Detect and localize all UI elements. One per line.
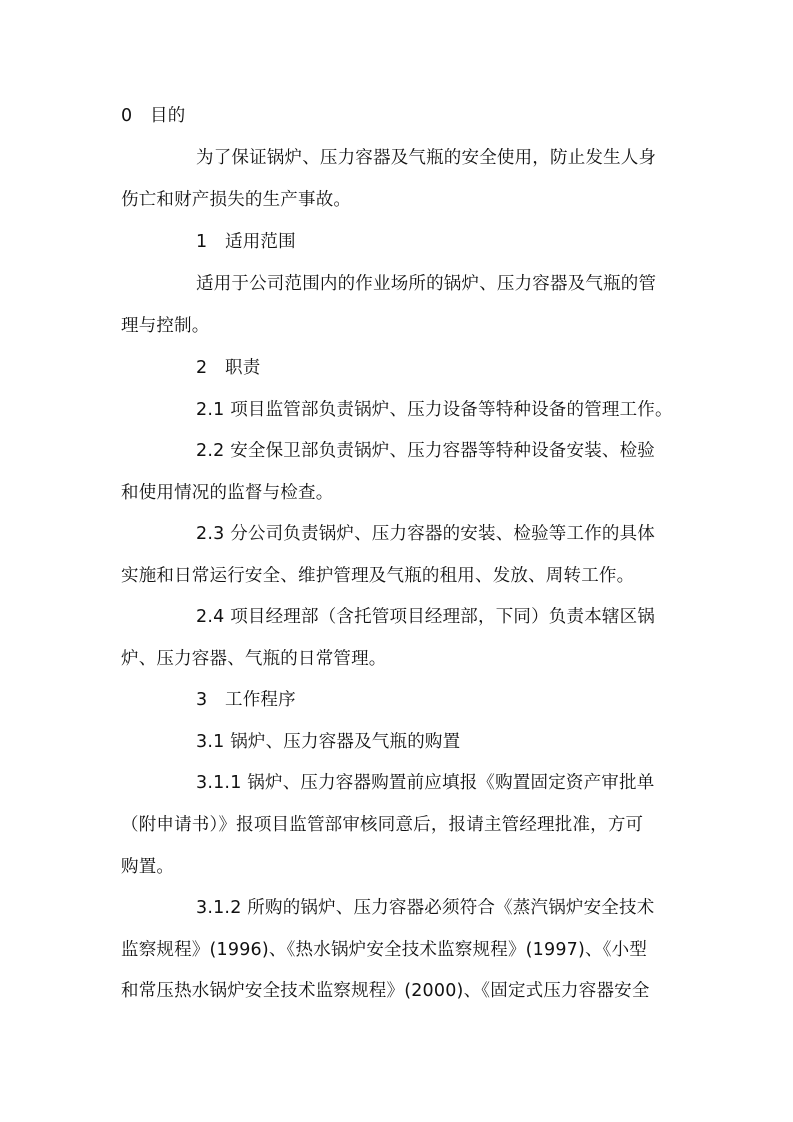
paragraph-line: 适用于公司范围内的作业场所的锅炉、压力容器及气瓶的管 (196, 274, 657, 294)
paragraph-line: 2.4 项目经理部（含托管项目经理部，下同）负责本辖区锅 (196, 607, 655, 627)
section-heading-responsibilities: 2 职责 (196, 358, 261, 378)
section-heading-procedure: 3 工作程序 (196, 690, 296, 710)
paragraph-line: 为了保证锅炉、压力容器及气瓶的安全使用，防止发生人身 (196, 148, 657, 168)
paragraph-line: 3.1.2 所购的锅炉、压力容器必须符合《蒸汽锅炉安全技术 (196, 898, 655, 918)
paragraph-line: 2.1 项目监管部负责锅炉、压力设备等特种设备的管理工作。 (196, 400, 673, 420)
paragraph-line: 购置。 (121, 857, 175, 877)
paragraph-line: 监察规程》(1996)、《热水锅炉安全技术监察规程》(1997)、《小型 (121, 940, 648, 960)
subsection-heading: 3.1 锅炉、压力容器及气瓶的购置 (196, 732, 461, 752)
section-heading-scope: 1 适用范围 (196, 232, 296, 252)
section-heading-purpose: 0 目的 (121, 106, 186, 126)
paragraph-line: 3.1.1 锅炉、压力容器购置前应填报《购置固定资产审批单 (196, 773, 655, 793)
paragraph-line: 2.3 分公司负责锅炉、压力容器的安装、检验等工作的具体 (196, 524, 655, 544)
paragraph-line: 伤亡和财产损失的生产事故。 (121, 190, 352, 210)
paragraph-line: （附申请书）》报项目监管部审核同意后，报请主管经理批准，方可 (121, 815, 644, 835)
paragraph-line: 2.2 安全保卫部负责锅炉、压力容器等特种设备安装、检验 (196, 441, 655, 461)
paragraph-line: 理与控制。 (121, 316, 210, 336)
paragraph-line: 炉、压力容器、气瓶的日常管理。 (121, 649, 387, 669)
paragraph-line: 实施和日常运行安全、维护管理及气瓶的租用、发放、周转工作。 (121, 566, 635, 586)
paragraph-line: 和使用情况的监督与检查。 (121, 483, 334, 503)
paragraph-line: 和常压热水锅炉安全技术监察规程》(2000)、《固定式压力容器安全 (121, 981, 650, 1001)
